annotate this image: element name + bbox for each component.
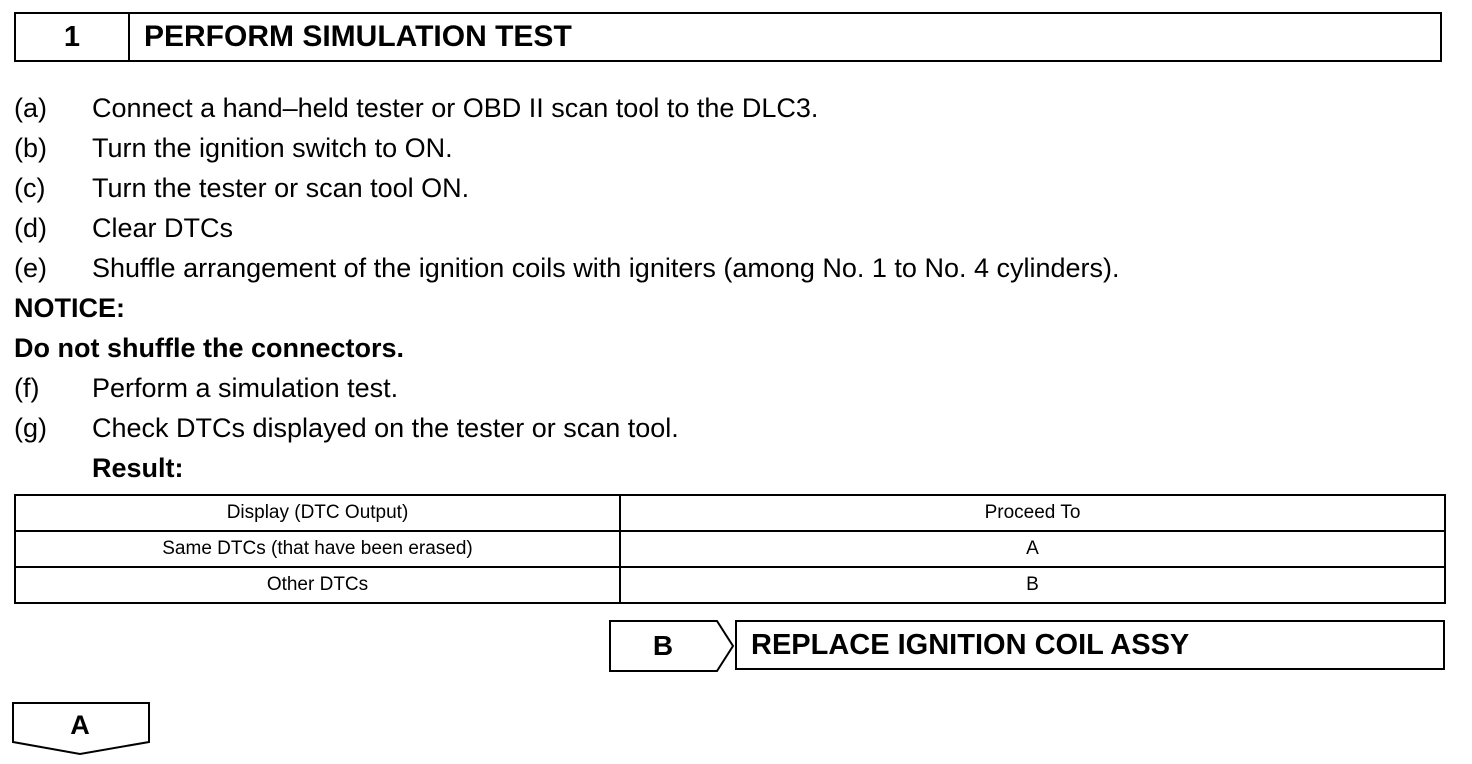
outcome-b-arrow [609, 620, 735, 672]
instruction-marker: (e) [14, 253, 47, 283]
table-header-row [15, 495, 1445, 531]
instruction-text: Perform a simulation test. [92, 373, 399, 403]
outcome-a-arrow [12, 702, 152, 756]
step-header [14, 12, 1442, 62]
instruction-text: Turn the tester or scan tool ON. [92, 173, 470, 203]
instruction-marker: (d) [14, 213, 47, 243]
instruction-marker: (b) [14, 133, 47, 163]
step-title: PERFORM SIMULATION TEST [144, 20, 572, 53]
table-cell: A [620, 531, 1445, 567]
table-cell: Other DTCs [15, 567, 620, 603]
notice-text: Do not shuffle the connectors. [14, 333, 405, 363]
step-number: 1 [16, 14, 130, 60]
instruction-text: Connect a hand–held tester or OBD II scan tool to the DLC3. [92, 93, 819, 123]
outcome-a-label: A [70, 710, 90, 740]
instruction-marker: (g) [14, 413, 47, 443]
table-header-cell: Display (DTC Output) [15, 495, 620, 531]
result-label: Result: [92, 453, 184, 483]
instruction-text: Clear DTCs [92, 213, 234, 243]
instruction-marker: (a) [14, 93, 47, 123]
instruction-text: Check DTCs displayed on the tester or scan tool. [92, 413, 679, 443]
table-cell: Same DTCs (that have been erased) [15, 531, 620, 567]
outcome-b-label: B [652, 630, 674, 661]
instruction-text: Shuffle arrangement of the ignition coils with igniters (among No. 1 to No. 4 cylinders). [92, 253, 1120, 283]
instruction-text: Turn the ignition switch to ON. [92, 133, 453, 163]
table-header-cell: Proceed To [620, 495, 1445, 531]
instruction-marker: (f) [14, 373, 40, 403]
table-row [15, 531, 1445, 567]
instruction-marker: (c) [14, 173, 46, 203]
table-row [15, 567, 1445, 603]
outcome-b-action: REPLACE IGNITION COIL ASSY [735, 620, 1445, 670]
notice-heading: NOTICE: [14, 293, 125, 323]
table-cell: B [620, 567, 1445, 603]
result-table [14, 494, 1446, 604]
